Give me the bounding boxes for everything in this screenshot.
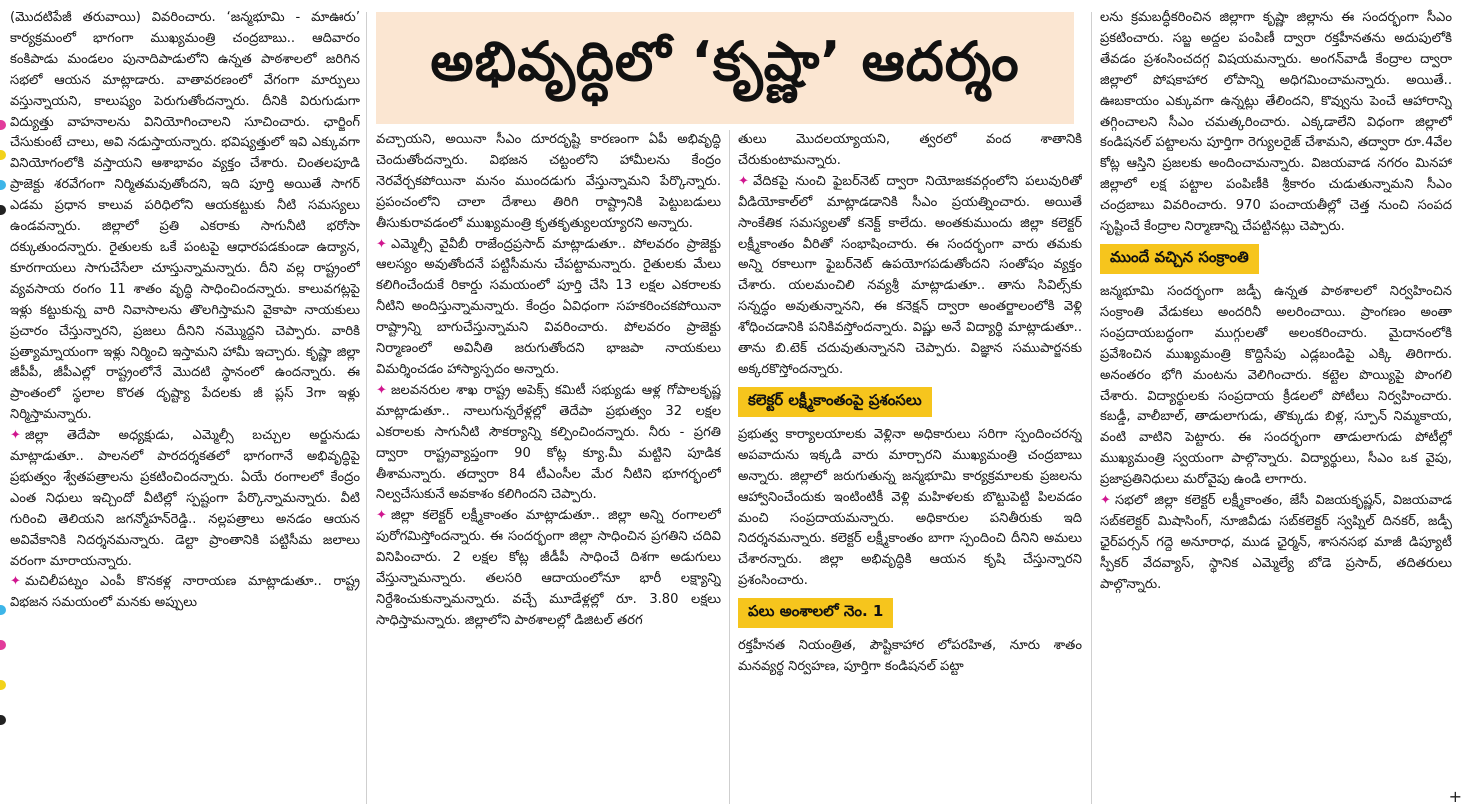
article-paragraph [1100,491,1452,596]
column-2 [376,130,721,806]
headline: అభివృద్ధిలో ‘కృష్ణా’ ఆదర్శం [430,29,1020,93]
section-subheading: పలు అంశాలలో నెం. 1 [738,598,893,628]
four-point-star-icon: ✦ [738,173,749,189]
four-point-star-icon: ✦ [1100,493,1111,509]
four-point-star-icon: ✦ [10,428,21,444]
article-paragraph [10,426,360,572]
paragraph-text: జిల్లా కలెక్టర్ లక్ష్మీకాంతం మాట్లాడుతూ.. జిల్లా అన్ని రంగాలలో పురోగమిస్తోందన్నారు. ఈ సందర్భంగా జిల్లా సాధించిన ప్రగతిని చదివి వినిపించారు. 2 లక్షల కోట్ల జీడీపీ సాధించే దిశగా అడుగులు వేస్తున్నామన్నారు. తలసరి ఆదాయంలోనూ భారీ లక్ష్యాన్ని నిర్దేశించుకున్నామన్నారు. వచ్చే మూడేళ్లల్లో రూ. 3.80 లక్షలు సాధిస్తామన్నారు. జిల్లాలోని పాఠశాలల్లో డిజిటల్ తరగ [376,508,721,628]
article-paragraph: (మొదటిపేజీ తరువాయి) వివరించారు. ‘జన్మభూమి - మాఊరు’ కార్యక్రమంలో భాగంగా ముఖ్యమంత్రి చంద్రబాబు.. ఆదివారం కంకిపాడు మండలం పునాదిపాడులోని ఉన్నత పాఠశాలలో జరిగిన సభలో ఆయన మాట్లాడారు. వాతావరణంలో వేగంగా మార్పులు వస్తున్నాయని, కాలుష్యం పెరుగుతోందన్నారు. దీనికి విరుగుడుగా విద్యుత్తు వాహనాలను వినియోగించాలని సూచించారు. ఛార్జింగ్ చేసుకుంటే చాలు, అవి నడుస్తాయన్నారు. భవిష్యత్తులో ఇవి ఎక్కువగా వినియోగంలోకి వస్తాయని ఆశాభావం వ్యక్తం చేశారు. చింతలపూడి ప్రాజెక్టు శరవేగంగా నిర్మితమవుతోందని, ఇది పూర్తి అయితే సాగర్ ఎడమ ప్రధాన కాలువ పరిధిలోని ఆయకట్టుకు నీటి సమస్యలు ఉండవన్నారు. జిల్లాలో ప్రతి ఎకరాకు సాగునీటి భరోసా దక్కుతుందన్నారు. రైతులకు ఒకే పంటపై ఆధారపడకుండా ఉద్యాన, కూరగాయలు సాగుచేసేలా చూస్తున్నామన్నారు. దీని వల్ల రాష్ట్రంలో వ్యవసాయ రంగం 11 శాతం వృద్ధి సాధించిందన్నారు. కాలువగట్లపై ఇళ్లు కట్టుకున్న వారి నివాసాలను తొలగిస్తామని వైకాపా నాయకులు ప్రచారం చేస్తున్నారని, ప్రజలు దీనిని నమ్మొద్దని చెప్పారు. వారికి ప్రత్యామ్నాయంగా ఇళ్లు నిర్మించి ఇస్తామని హామీ ఇచ్చారు. కృష్ణా జిల్లా జీపీపీ, జీపీఎల్లో రాష్ట్రంలోనే మొదటి స్థానంలో ఉందన్నారు. ఈ ప్రాంతంలో స్థలాల కొరత దృష్ట్యా పేదలకు జీ ప్లస్ 3గా ఇళ్లు నిర్మిస్తామన్నారు. [10,10,360,423]
article-paragraph: ప్రభుత్వ కార్యాలయాలకు వెళ్లినా అధికారులు సరిగా స్పందించరన్న అపవాదును ఇక్కడి వారు మార్చారని ముఖ్యమంత్రి చంద్రబాబు అన్నారు. జిల్లాలో జరుగుతున్న జన్మభూమి కార్యక్రమాలకు ప్రజలను ఆహ్వానించేందుకు ఇంటింటికీ వెళ్లి మహిళలకు బొట్టుపెట్టి పిలవడం మంచి సంప్రదాయమన్నారు. అధికారుల పనితీరుకు ఇది నిదర్శనమన్నారు. కలెక్టర్ లక్ష్మీకాంతం బాగా స్పందించి దీనిని అమలు చేశారన్నారు. జిల్లా అభివృద్ధికి ఆయన కృషి చేస్తున్నారని ప్రశంసించారు. [738,426,1082,589]
margin-color-mark [0,180,6,190]
article-paragraph: వచ్చాయని, అయినా సీఎం దూరదృష్టి కారణంగా ఏపీ అభివృద్ధి చెందుతోందన్నారు. విభజన చట్టంలోని హామీలను కేంద్రం నెరవేర్చకపోయినా మనం ముందడుగు వేస్తున్నామని పేర్కొన్నారు. ప్రపంచంలోని చాలా దేశాలు తిరిగి రాష్ట్రానికి పెట్టుబడులు తీసుకురావడంలో ముఖ్యమంత్రి కృతకృత్యులయ్యారని అన్నారు. [376,132,721,231]
margin-color-mark [0,120,6,130]
column-4 [1100,8,1452,806]
paragraph-text: జిల్లా తెదేపా అధ్యక్షుడు, ఎమ్మెల్సీ బచ్చుల అర్జునుడు మాట్లాడుతూ.. పాలనలో పారదర్శకతలో భాగంగానే అభివృద్ధిపై ప్రభుత్వం శ్వేతపత్రాలను ప్రకటించిందన్నారు. ఏయే రంగాలలో కేంద్రం ఎంత నిధులు ఇచ్చిందో వీటిల్లో స్పష్టంగా పేర్కొన్నామన్నారు. వీటి గురించి తెలియని జగన్మోహన్‌రెడ్డి.. నల్లపత్రాలు అనడం ఆయన అవివేకానికి నిదర్శనమన్నారు. డెల్టా ప్రాంతానికి పట్టిసీమ జలాలు వరంగా మారాయన్నారు. [10,428,360,569]
column-divider [1091,12,1092,804]
crosshair-icon: + [1448,787,1462,806]
margin-color-mark [0,605,6,615]
column-3 [738,130,1082,806]
margin-color-mark [0,640,6,650]
four-point-star-icon: ✦ [10,574,21,590]
column-divider [366,12,367,804]
article-paragraph [376,381,721,506]
margin-color-mark [0,150,6,160]
column-1 [10,8,360,806]
section-subheading: కలెక్టర్ లక్ష్మీకాంతంపై ప్రశంసలు [738,387,932,417]
margin-color-mark [0,680,6,690]
article-paragraph: రక్తహీనత నియంత్రిత, పౌష్టికాహార లోపరహిత, నూరు శాతం మనవ్యర్థ నిర్వహణ, పూర్తిగా కండిషనల్ పట్టా [738,638,1082,675]
paragraph-text: వేదికపై నుంచి ఫైబర్‌నెట్ ద్వారా నియోజకవర్గంలోని పలువురితో వీడియోకాల్‌లో మాట్లాడడానికి సీఎం ప్రయత్నించారు. అయితే సాంకేతిక సమస్యలతో కనెక్ట్ కాలేదు. అంతకుముందు జిల్లా కలెక్టర్ లక్ష్మీకాంతం వీరితో సంభాషించారు. ఈ సందర్భంగా వారు తమకు అన్ని రకాలుగా ఫైబర్‌నెట్ ఉపయోగపడుతోందని సంతోషం వ్యక్తం చేశారు. యలమంచిలి నవ్యశ్రీ మాట్లాడుతూ.. తాను సివిల్స్‌కు సన్నద్ధం అవుతున్నానని, ఈ కనెక్షన్ ద్వారా అంతర్జాలంలోకి వెళ్లి శోధించడానికి పనికివస్తోందన్నారు. విష్ణు అనే విద్యార్థి మాట్లాడుతూ.. తాను బి.టెక్ చదువుతున్నానని చెప్పారు. విజ్ఞాన సముపార్జనకు అక్కరకొస్తోందన్నారు. [738,173,1082,377]
article-paragraph: జన్మభూమి సందర్భంగా జడ్పీ ఉన్నత పాఠశాలలో నిర్వహించిన సంక్రాంతి వేడుకలు అందరినీ అలరించాయి. ప్రాంగణం అంతా సంప్రదాయబద్ధంగా ముగ్గులతో అలంకరించారు. మైదానంలోకి ప్రవేశించిన ముఖ్యమంత్రి కొద్దిసేపు ఎడ్లబండిపై ఎక్కి తిరిగారు. అనంతరం భోగి మంటను వెలిగించారు. కట్టెల పొయ్యిపై పొంగలి చేశారు. విద్యార్థులకు సంప్రదాయ క్రీడలలో పోటీలు నిర్వహించారు. కబడ్డీ, వాలీబాల్, తాడులాగుడు, తొక్కుడు బిళ్ల, స్పూన్ నిమ్మకాయ, వంటి వాటిని పెట్టారు. ఈ సందర్భంగా తాడులాగుడు పోటీల్లో ముఖ్యమంత్రి స్వయంగా పాల్గొన్నారు. విద్యార్థులు, సీఎం ఒక వైపు, ప్రజాప్రతినిధులు మరోవైపు ఉండి లాగారు. [1100,283,1452,488]
article-paragraph [10,572,360,614]
paragraph-text: ఎమ్మెల్సీ వైవీబీ రాజేంద్రప్రసాద్ మాట్లాడుతూ.. పోలవరం ప్రాజెక్టు ఆలస్యం అవుతోందనే పట్టిసీమను చేపట్టామన్నారు. రైతులకు మేలు కలిగించేందుకే రికార్డు సమయంలో పూర్తి చేసి 13 లక్షల ఎకరాలకు నీటిని అందిస్తున్నామన్నారు. కేంద్రం ఏవిధంగా సహకరించకపోయినా రాష్ట్రాన్ని బాగుచేస్తున్నామని వివరించారు. పోలవరం ప్రాజెక్టు నిర్మాణంలో అవినీతి జరుగుతోందని భాజపా నాయకులు విమర్శించడం హాస్యాస్పదం అన్నారు. [376,236,721,377]
article-paragraph [376,235,721,381]
paragraph-text: సభలో జిల్లా కలెక్టర్ లక్ష్మీకాంతం, జేసీ విజయకృష్ణన్, విజయవాడ సబ్‌కలెక్టర్ మిషాసింగ్, నూజివీడు సబ్‌కలెక్టర్ స్వప్నిల్ దినకర్, జడ్పీ ఛైర్‌పర్సన్ గద్దె అనూరాధ, ముడ ఛైర్మన్, శాసనసభ మాజీ డిప్యూటీ స్పీకర్ వేదవ్యాస్, స్థానిక ఎమ్మెల్యే బోడె ప్రసాద్, తదితరులు పాల్గొన్నారు. [1100,493,1452,592]
margin-color-mark [0,715,6,725]
headline-banner [376,12,1074,124]
column-divider [729,130,730,804]
four-point-star-icon: ✦ [376,508,387,524]
article-paragraph [738,172,1082,381]
article-paragraph: తులు మొదలయ్యాయని, త్వరలో వంద శాతానికి చేరుకుంటామన్నారు. [738,132,1082,168]
paragraph-text: జలవనరుల శాఖ రాష్ట్ర అపెక్స్ కమిటీ సభ్యుడు ఆళ్ల గోపాలకృష్ణ మాట్లాడుతూ.. నాలుగున్నరేళ్లల్లో తెదేపా ప్రభుత్వం 32 లక్షల ఎకరాలకు సాగునీటి సౌకర్యాన్ని కల్పించిందన్నారు. నీరు - ప్రగతి ద్వారా రాష్ట్రవ్యాప్తంగా 90 కోట్ల క్యూ.మీ మట్టిని పూడిక తీశామన్నారు. తద్వారా 84 టీఎంసీల మేర నీటిని భూగర్భంలో నిల్వచేసుకునే అవకాశం కలిగిందని చెప్పారు. [376,382,721,503]
paragraph-text: మచిలీపట్నం ఎంపీ కొనకళ్ల నారాయణ మాట్లాడుతూ.. రాష్ట్ర విభజన సమయంలో మనకు అప్పులు [10,574,360,611]
article-paragraph [376,506,721,631]
four-point-star-icon: ✦ [376,382,387,398]
margin-color-mark [0,205,6,215]
four-point-star-icon: ✦ [376,236,387,252]
section-subheading: ముందే వచ్చిన సంక్రాంతి [1100,244,1259,274]
article-paragraph: లను క్రమబద్ధీకరించిన జిల్లాగా కృష్ణా జిల్లాను ఈ సందర్భంగా సీఎం ప్రకటించారు. సబ్జ అద్దల పంపిణీ ద్వారా రక్తహీనతను అదుపులోకి తేవడం ప్రశంసించదగ్గ విషయమన్నారు. అంగన్‌వాడీ కేంద్రాల ద్వారా జిల్లాలో పోషకాహార లోపాన్ని అధిగమించామన్నారు. అయితే.. ఊబకాయం ఎక్కువగా ఉన్నట్లు తేలిందని, కొవ్వును పెంచే ఆహారాన్ని తగ్గించాలని సీఎం చమత్కరించారు. ఎక్కడాలేని విధంగా జిల్లాలో కండిషనల్ పట్టాలను పూర్తిగా రెగ్యులరైజ్ చేశామని, తద్వారా రూ.4వేల కోట్ల ఆస్తిని ప్రజలకు అందించామన్నారు. విజయవాడ నగరం మినహా జిల్లాలో లక్ష పట్టాల పంపిణీకి శ్రీకారం చుడుతున్నామని సీఎం చంద్రబాబు వివరించారు. 970 పంచాయతీల్లో చెత్త నుంచి సంపద సృష్టించే కేంద్రాల నిర్మాణాన్ని చేపట్టినట్లు చెప్పారు. [1100,10,1452,235]
